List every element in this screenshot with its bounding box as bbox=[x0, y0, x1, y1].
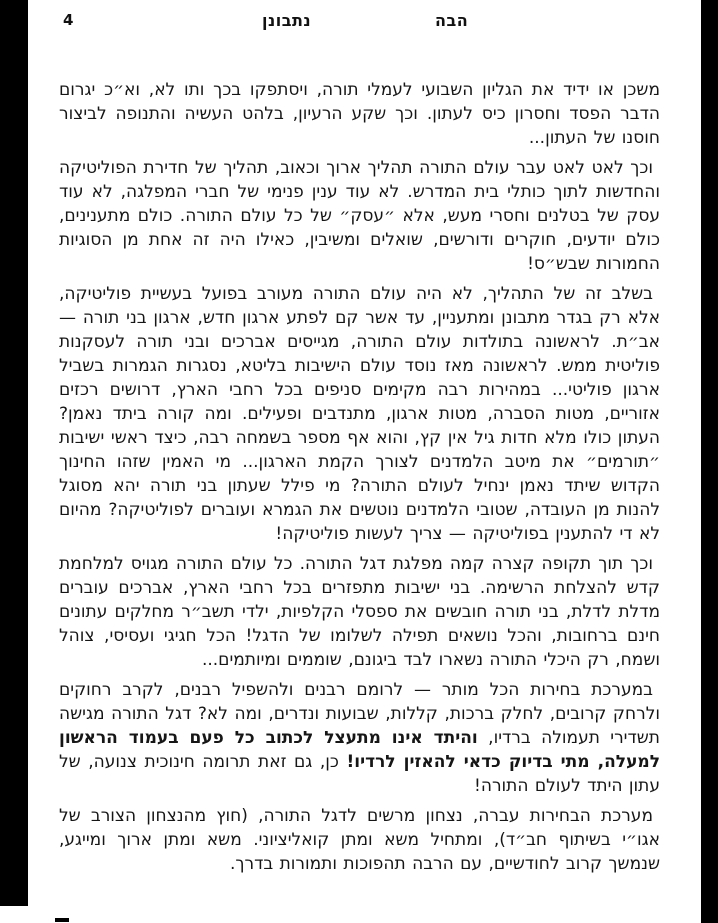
page-body-text bbox=[59, 78, 660, 882]
header-title-word-nitbonen: נתבונן bbox=[262, 11, 312, 30]
paragraph-5-post: כן, גם זאת תרומה חינוכית צנועה, של עתון היתד לעולם התורה! bbox=[59, 752, 660, 796]
paragraph-2: וכך לאט לאט עבר עולם התורה תהליך ארוך וכאוב, תהליך של חדירת הפוליטיקה והחדשות לתוך כותלי בית המדרש. לא עוד ענין פנימי של חברי המפלגה, לא עוד עסק של בטלנים וחסרי מעש, אלא ״עסק״ של כל עולם התורה. כולם מתענינים, כולם יודעים, חוקרים ודורשים, שואלים ומשיבין, כאילו היה זה אחת מן הסוגיות החמורות שבש״ס! bbox=[59, 158, 660, 274]
scan-border-right bbox=[701, 0, 718, 923]
paragraph-3: בשלב זה של התהליך, לא היה עולם התורה מעורב בפועל בעשיית פוליטיקה, אלא רק בגדר מתבונן ומתעניין, עד אשר קם לפתע ארגון חדש, ארגון בני תורה — אב״ת. לראשונה בתולדות עולם התורה, מגייסים אברכים ובני תורה לעסקנות פוליטית ממש. לראשונה מאז נוסד עולם הישיבות בליטא, נסגרות הגמרות בשביל ארגון פוליטי... במהירות רבה מקימים סניפים בכל רחבי הארץ, דרושים רכזים אזוריים, מטות הסברה, מטות ארגון, מתנדבים ופעילים. ומה קורה ביתד נאמן? העתון כולו מלא חדות גיל אין קץ, והוא אף מספר בשמחה רבה, כיצד ראשי ישיבות ״תורמים״ את מיטב הלמדנים לצורך הקמת הארגון... מי האמין שזהו החינוך הקדוש שיתד נאמן ינחיל לעולם התורה? מי פילל שעתון בני תורה יהא מסוגל להנות מן העובדה, שטובי הלמדנים נוטשים את הגמרא ועוברים לפוליטיקה? מהיום לא די להתענין בפוליטיקה — צריך לעשות פוליטיקה! bbox=[59, 284, 660, 544]
scan-border-left bbox=[0, 0, 28, 906]
paragraph-4: וכך תוך תקופה קצרה קמה מפלגת דגל התורה. כל עולם התורה מגויס למלחמת קדש להצלחת הרשימה. בני ישיבות מתפזרים בכל רחבי הארץ, אברכים עוברים מדלת לדלת, בני תורה חובשים את ספסלי הקלפיות, ילדי תשב״ר מחלקים עתונים חינם ברחובות, והכל נושאים תפילה לשלומו של הדגל! הכל חגיגי ועסיסי, צוהל ושמח, רק היכלי התורה נשארו לבד ביגונם, שוממים ומיותמים... bbox=[59, 554, 660, 670]
paragraph-5-pre: במערכת בחירות הכל מותר — לרומם רבנים ולהשפיל רבנים, לקרב רחוקים ולרחק קרובים, לחלק ברכות, קללות, שבועות ונדרים, ומה לא? דגל התורה מגישה תשדירי תעמולה ברדיו, bbox=[59, 680, 660, 748]
paragraph-6: מערכת הבחירות עברה, נצחון מרשים לדגל התורה, (חוץ מהנצחון הצורב של אגו״י בשיתוף חב״ד), ומתחיל משא ומתן קואליציוני. משא ומתן ארוך ומייגע, שנמשך קרוב לחודשיים, עם הרבה תהפוכות ותמורות בדרך. bbox=[59, 806, 660, 874]
paragraph-5-bold-emphasis: והיתד אינו מתעצל לכתוב כל פעם בעמוד הראשון למעלה, מתי בדיוק כדאי להאזין לרדיו! bbox=[59, 728, 660, 772]
paragraph-5 bbox=[59, 678, 660, 798]
header-title-word-hava: הבה bbox=[435, 11, 469, 30]
scan-artifact bbox=[55, 918, 69, 922]
page-header bbox=[0, 0, 718, 40]
paragraph-1: משכן או ידיד את הגליון השבועי לעמלי תורה, ויסתפקו בכך ותו לא, וא״כ יגרום הדבר הפסד וחסרון כיס לעתון. וכך שקע הרעיון, בלהט העשיה והתנופה לביצור חוסנו של העתון... bbox=[59, 80, 660, 148]
page-number: 4 bbox=[63, 11, 74, 29]
